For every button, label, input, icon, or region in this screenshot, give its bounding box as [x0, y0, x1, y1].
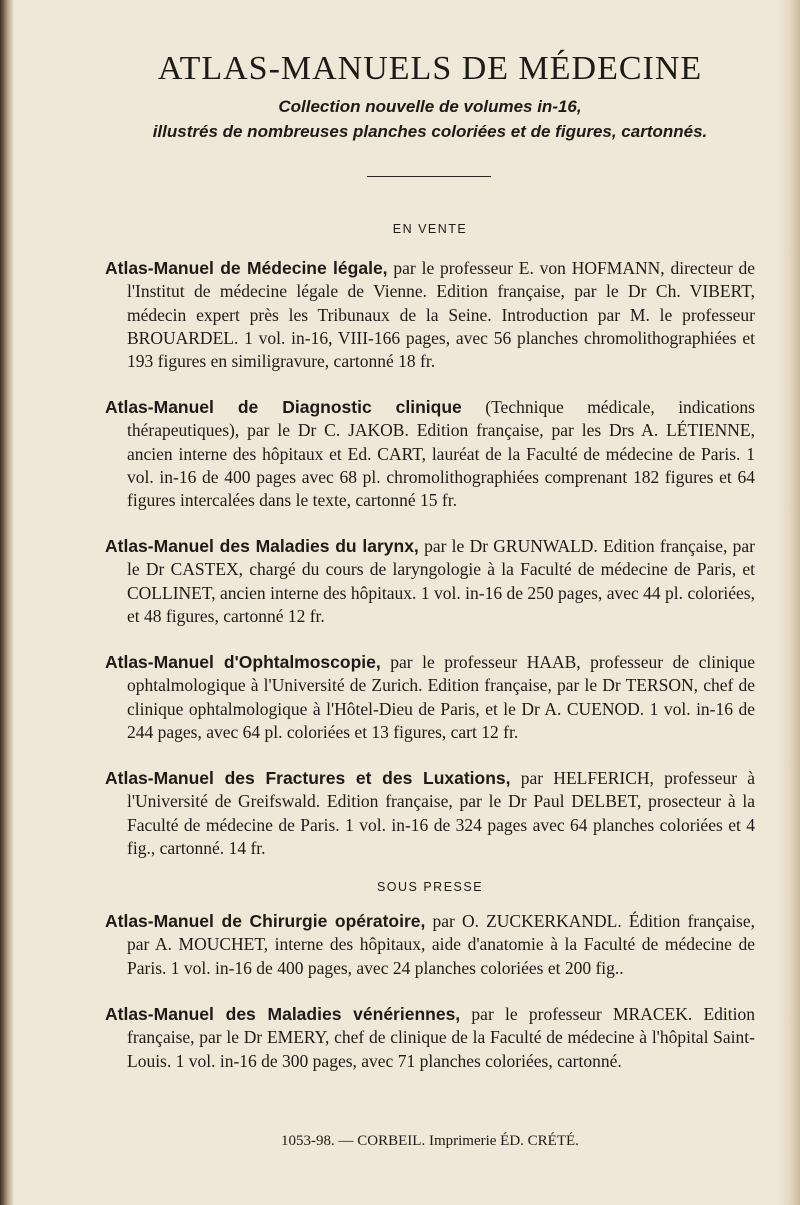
printer-imprint: 1053-98. — CORBEIL. Imprimerie ÉD. CRÉTÉ.	[281, 1133, 579, 1149]
list-item	[105, 1003, 755, 1073]
entry-heading: Atlas-Manuel des Fractures et des Luxations,	[105, 768, 511, 788]
page-edge-left	[0, 0, 14, 1205]
entry-price: 12 fr.	[481, 721, 519, 742]
entry-heading: Atlas-Manuel des Maladies vénériennes,	[105, 1004, 461, 1024]
entry-heading: Atlas-Manuel de Diagnostic clinique	[105, 397, 462, 417]
entry-body: par le professeur MRACEK. Edition française, par le Dr EMERY, chef de clinique de la Faculté de médecine à l'hôpital Saint-Louis. 1 vol. in-16 de 300 pages, avec 71 planches coloriées, cartonné.	[127, 1004, 756, 1071]
section-label-en-vente: EN VENTE	[392, 222, 468, 236]
entry-heading: Atlas-Manuel d'Ophtalmoscopie,	[105, 652, 381, 672]
entry-price: 15 fr.	[420, 490, 457, 511]
page-edge-right	[778, 0, 800, 1205]
entry-body: par le professeur E. von HOFMANN, directeur de l'Institut de médecine légale de Vienne. Edition française, par le Dr Ch. VIBERT, médecin expert près les Tribunaux de la Seine. Introduction par M. le professeur BROUARDEL. 1 vol. in-16, VIII-166 pages, avec 56 planches chromolithographiées et 193 figures en similigravure, cartonné	[127, 258, 756, 372]
list-item	[105, 910, 755, 980]
entry-price: 18 fr.	[398, 351, 436, 372]
list-item	[105, 396, 755, 512]
entry-heading: Atlas-Manuel de Chirurgie opératoire,	[105, 911, 426, 931]
list-item	[105, 651, 755, 744]
entry-price: 12 fr.	[287, 605, 325, 626]
entry-heading: Atlas-Manuel des Maladies du larynx,	[105, 536, 419, 556]
list-item	[105, 535, 755, 628]
entry-price: 14 fr.	[228, 837, 266, 858]
list-item	[105, 257, 755, 373]
subtitle-line-1: Collection nouvelle de volumes in-16,	[278, 97, 582, 116]
list-item	[105, 767, 755, 860]
section-label-sous-presse: SOUS PRESSE	[376, 880, 484, 894]
subtitle-line-2: illustrés de nombreuses planches coloriées et de figures, cartonnés.	[152, 122, 708, 141]
title-divider	[367, 176, 491, 177]
entry-body: (Technique médicale, indications thérapeutiques), par le Dr C. JAKOB. Edition française, par les Drs A. LÉTIENNE, ancien interne des hôpitaux et Ed. CART, lauréat de la Faculté de médecine de Paris. 1 vol. in-16 de 400 pages avec 68 pl. chromolithographiées comprenant 182 figures et 64 figures intercalées dans le texte, cartonné	[127, 397, 755, 511]
page-title: ATLAS-MANUELS DE MÉDECINE	[157, 50, 703, 87]
entry-body: par le Dr GRUNWALD. Edition française, par le Dr CASTEX, chargé du cours de laryngologie à la Faculté de médecine de Paris, et COLLINET, ancien interne des hôpitaux. 1 vol. in-16 de 250 pages, avec 44 pl. coloriées, et 48 figures, cartonné	[127, 536, 755, 626]
entry-body: par O. ZUCKERKANDL. Édition française, par A. MOUCHET, interne des hôpitaux, aide d'anatomie à la Faculté de médecine de Paris. 1 vol. in-16 de 400 pages, avec 24 planches coloriées et 200 fig..	[127, 911, 755, 978]
entry-body: par HELFERICH, professeur à l'Université de Greifswald. Edition française, par le Dr Paul DELBET, prosecteur à la Faculté de médecine de Paris. 1 vol. in-16 de 324 pages avec 64 planches coloriées et 4 fig., cartonné.	[127, 768, 756, 858]
entry-body: par le professeur HAAB, professeur de clinique ophtalmologique à l'Université de Zurich. Edition française, par le Dr TERSON, chef de clinique ophtalmologique à l'Hôtel-Dieu de Paris, et le Dr A. CUENOD. 1 vol. in-16 de 244 pages, avec 64 pl. coloriées et 13 figures, cart	[127, 652, 755, 742]
entry-heading: Atlas-Manuel de Médecine légale,	[105, 258, 388, 278]
